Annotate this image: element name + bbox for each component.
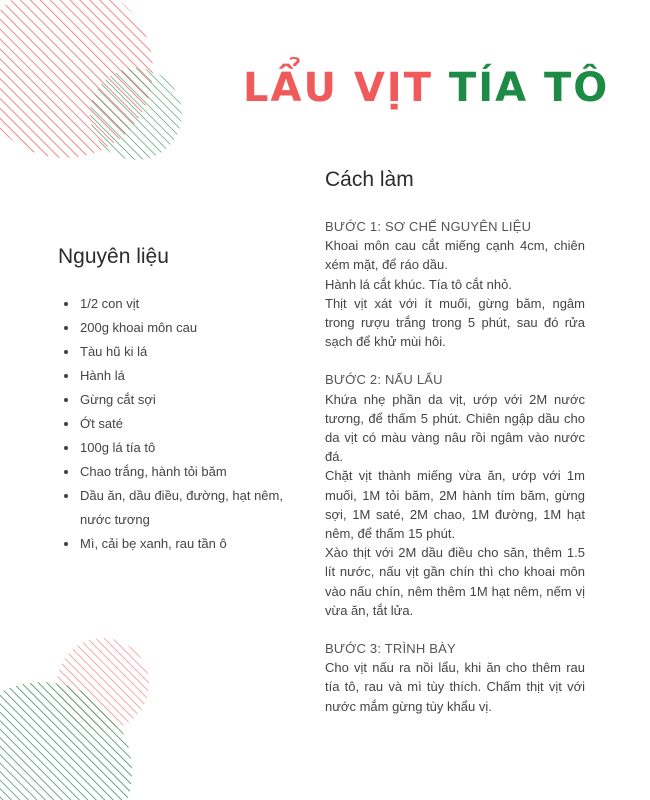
- step-3: [325, 639, 585, 716]
- list-item: Gừng cắt sợi: [80, 388, 290, 412]
- list-item: Mì, cải bẹ xanh, rau tần ô: [80, 532, 290, 556]
- step-paragraph: Khoai môn cau cắt miếng cạnh 4cm, chiên xém mặt, để ráo dầu.: [325, 238, 585, 273]
- step-paragraph: Khứa nhẹ phần da vịt, ướp với 2M nước tương, để thấm 5 phút. Chiên ngập dầu cho da vịt có màu vàng nâu rồi ngâm vào nước đá.: [325, 391, 585, 465]
- step-title: BƯỚC 2: NẤU LẨU: [325, 372, 443, 388]
- step-title: BƯỚC 1: SƠ CHẾ NGUYÊN LIỆU: [325, 219, 532, 234]
- step-paragraph: Hành lá cắt khúc. Tía tô cắt nhỏ.: [325, 276, 512, 292]
- title-part-red: LẨU VỊT: [243, 65, 433, 111]
- step-paragraph: Xào thịt với 2M dầu điều cho săn, thêm 1.5 lít nước, nấu vịt gần chín thì cho khoai môn vào nấu chín, nêm thêm 1M hạt nêm, nếm vị vừa ăn, tắt lửa.: [325, 545, 585, 618]
- top-green-hatched-circle: [90, 68, 182, 160]
- method-heading: Cách làm: [325, 168, 414, 191]
- page-title: [243, 58, 609, 118]
- title-part-green: TÍA TÔ: [448, 65, 610, 111]
- ingredients-heading: Nguyên liệu: [58, 245, 169, 268]
- step-paragraph: Cho vịt nấu ra nồi lẩu, khi ăn cho thêm rau tía tô, rau và mì tùy thích. Chấm thịt vịt với nước mắm gừng tùy khẩu vị.: [325, 660, 585, 714]
- step-title: BƯỚC 3: TRÌNH BÀY: [325, 641, 456, 657]
- list-item: Hành lá: [80, 364, 290, 388]
- step-2: [325, 370, 585, 620]
- step-paragraph: Chặt vịt thành miếng vừa ăn, ướp với 1m muối, 1M tỏi băm, 2M hành tím băm, gừng sợi, 1M saté, 2M chao, 1M đường, 1M hạt nêm, để thấm 15 phút.: [325, 468, 585, 542]
- list-item: 100g lá tía tô: [80, 436, 290, 460]
- method-steps: [325, 217, 585, 735]
- list-item: Tàu hũ ki lá: [80, 340, 290, 364]
- list-item: Chao trắng, hành tỏi băm: [80, 460, 290, 484]
- list-item: Dầu ăn, dầu điều, đường, hạt nêm, nước tương: [80, 484, 290, 532]
- list-item: 200g khoai môn cau: [80, 316, 290, 340]
- list-item: 1/2 con vịt: [80, 292, 290, 316]
- step-paragraph: Thịt vịt xát với ít muối, gừng băm, ngâm trong rượu trắng trong 5 phút, sau đó rửa sạch để khử mùi hôi.: [325, 295, 585, 350]
- step-1: [325, 217, 585, 351]
- list-item: Ớt saté: [80, 412, 290, 436]
- ingredients-list: [58, 292, 290, 556]
